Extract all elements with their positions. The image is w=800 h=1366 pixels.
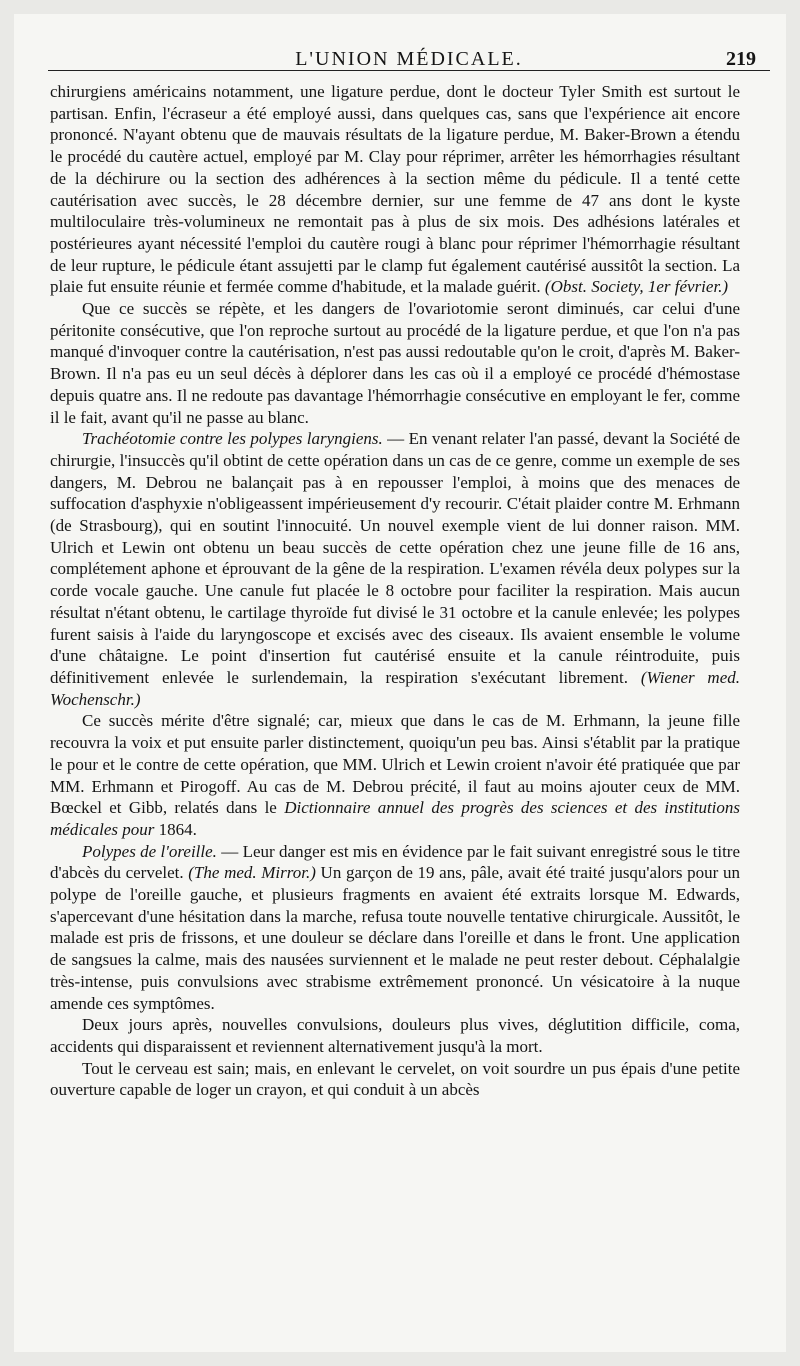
citation-wiener: (Wiener med. Wochenschr.): [50, 667, 741, 709]
paragraph-2: Que ce succès se répète, et les dangers de l'ovariotomie seront diminués, car celui d'une péritonite consécutive, que l'on reproche surtout au procédé de la ligature perdue, et que l'on n'a pas manqué d'invoquer contre la cautérisation, n'est pas aussi redoutable qu'on le croit, d'après M. Baker-Brown. Il n'a pas eu un seul décès à déplorer dans les cas où il a employé ce procédé d'hémostase depuis quatre ans. Il ne redoute pas davantage l'hémorrhagie consécutive en employant le fer, comme il le fait, avant qu'il ne passe au blanc.: [50, 299, 740, 427]
citation-obst-society: (Obst. Society, 1er février.): [544, 277, 729, 297]
paragraph-1: [50, 81, 740, 298]
paragraph-4-year: 1864.: [154, 819, 197, 839]
page-number: 219: [726, 48, 756, 70]
paragraph-3: [50, 428, 740, 710]
article-body: [50, 81, 740, 1101]
section-heading-polypes-oreille: Polypes de l'oreille.: [82, 841, 217, 861]
paragraph-1-text: chirurgiens américains notamment, une ligature perdue, dont le docteur Tyler Smith est surtout le partisan. Enfin, l'écraseur a été employé aussi, dans quelques cas, sans que l'expérience ait encore prononcé. N'ayant obtenu que de mauvais résultats de la ligature perdue, M. Baker-Brown a étendu le procédé du cautère actuel, employé par M. Clay pour réprimer, arrêter les hémorrhagies résultant de la déchirure ou la section des adhérences à la section même du pédicule. Il a tenté cette cautérisation avec succès, le 28 décembre dernier, sur une femme de 47 ans dont le kyste multiloculaire très-volumineux ne remontait pas à plus de six mois. Des adhésions latérales et postérieures ayant nécessité l'emploi du cautère rougi à blanc pour réprimer l'hémorrhagie résultant de leur rupture, le pédicule étant assujetti par le clamp fut également cautérisé aussitôt la section. La plaie fut ensuite réunie et fermée comme d'habitude, et la malade guérit.: [50, 82, 740, 297]
header-rule: [48, 70, 770, 71]
section-heading-tracheotomie: Trachéotomie contre les polypes laryngiens.: [82, 429, 383, 449]
paragraph-5-text-a: — Leur danger est mis en évidence par le fait suivant enregistré sous le titre d'abcès du cervelet.: [50, 841, 741, 883]
paragraph-6: Deux jours après, nouvelles convulsions, douleurs plus vives, déglutition difficile, coma, accidents qui disparaissent et reviennent alternativement jusqu'à la mort.: [50, 1015, 740, 1056]
paragraph-3-text: — En venant relater l'an passé, devant la Société de chirurgie, l'insuccès qu'il obtint de cette opération dans un cas de ce genre, comme un exemple de ses dangers, M. Debrou ne balançait pas à en repousser l'emploi, à moins que des menaces de suffocation d'asphyxie n'obligeassent impérieusement d'y recourir. C'était plaider contre M. Erhmann (de Strasbourg), qui en soutint l'innocuité. Un nouvel exemple vient de lui donner raison. MM. Ulrich et Lewin ont obtenu un beau succès de cette opération chez une jeune fille de 16 ans, complétement aphone et éprouvant de la gêne de la respiration. L'examen révéla deux polypes sur la corde vocale gauche. Une canule fut placée le 8 octobre pour faciliter la respiration. Mais aucun résultat n'étant obtenu, le cartilage thyroïde fut divisé le 31 octobre et la canule enlevée; les polypes furent saisis à l'aide du laryngoscope et excisés avec des ciseaux. Ils avaient ensemble le volume d'une châtaigne. Le point d'insertion fut cautérisé ensuite et la canule réintroduite, puis définitivement enlevée le surlendemain, la respiration s'exécutant librement.: [50, 429, 741, 687]
citation-med-mirror: (The med. Mirror.): [188, 863, 316, 883]
paragraph-4: [50, 710, 740, 840]
paragraph-5-text-b: Un garçon de 19 ans, pâle, avait été traité jusqu'alors pour un polype de l'oreille gauche, et plusieurs fragments en avaient été extraits lorsque M. Edwards, s'apercevant d'une hésitation dans la marche, refusa toute nouvelle tentative chirurgicale. Aussitôt, le malade est pris de frissons, et une douleur se déclare dans l'oreille et dans le front. Une application de sangsues la calme, mais des nausées surviennent et le malade ne peut rester debout. Céphalalgie très-intense, puis convulsions avec strabisme extrêmement prononcé. Un vésicatoire à la nuque amende ces symptômes.: [50, 863, 740, 1013]
running-title: L'UNION MÉDICALE.: [295, 48, 523, 70]
paragraph-7: Tout le cerveau est sain; mais, en enlevant le cervelet, on voit sourdre un pus épais d'une petite ouverture capable de loger un crayon, et qui conduit à un abcès: [50, 1058, 740, 1100]
dictionnaire-title: Dictionnaire annuel des progrès des sciences et des institutions médicales pour: [50, 798, 741, 839]
paragraph-4-text: Ce succès mérite d'être signalé; car, mieux que dans le cas de M. Erhmann, la jeune fille recouvra la voix et put ensuite parler distinctement, quoiqu'un peu bas. Ainsi s'établit par la pratique le pour et le contre de cette opération, que MM. Ulrich et Lewin croient n'avoir été pratiquée que par MM. Erhmann et Pirogoff. Au cas de M. Debrou précité, il faut au moins ajouter ceux de MM. Bœckel et Gibb, relatés dans le: [50, 711, 740, 818]
paragraph-5: [50, 841, 740, 1015]
page-header: [62, 48, 756, 84]
